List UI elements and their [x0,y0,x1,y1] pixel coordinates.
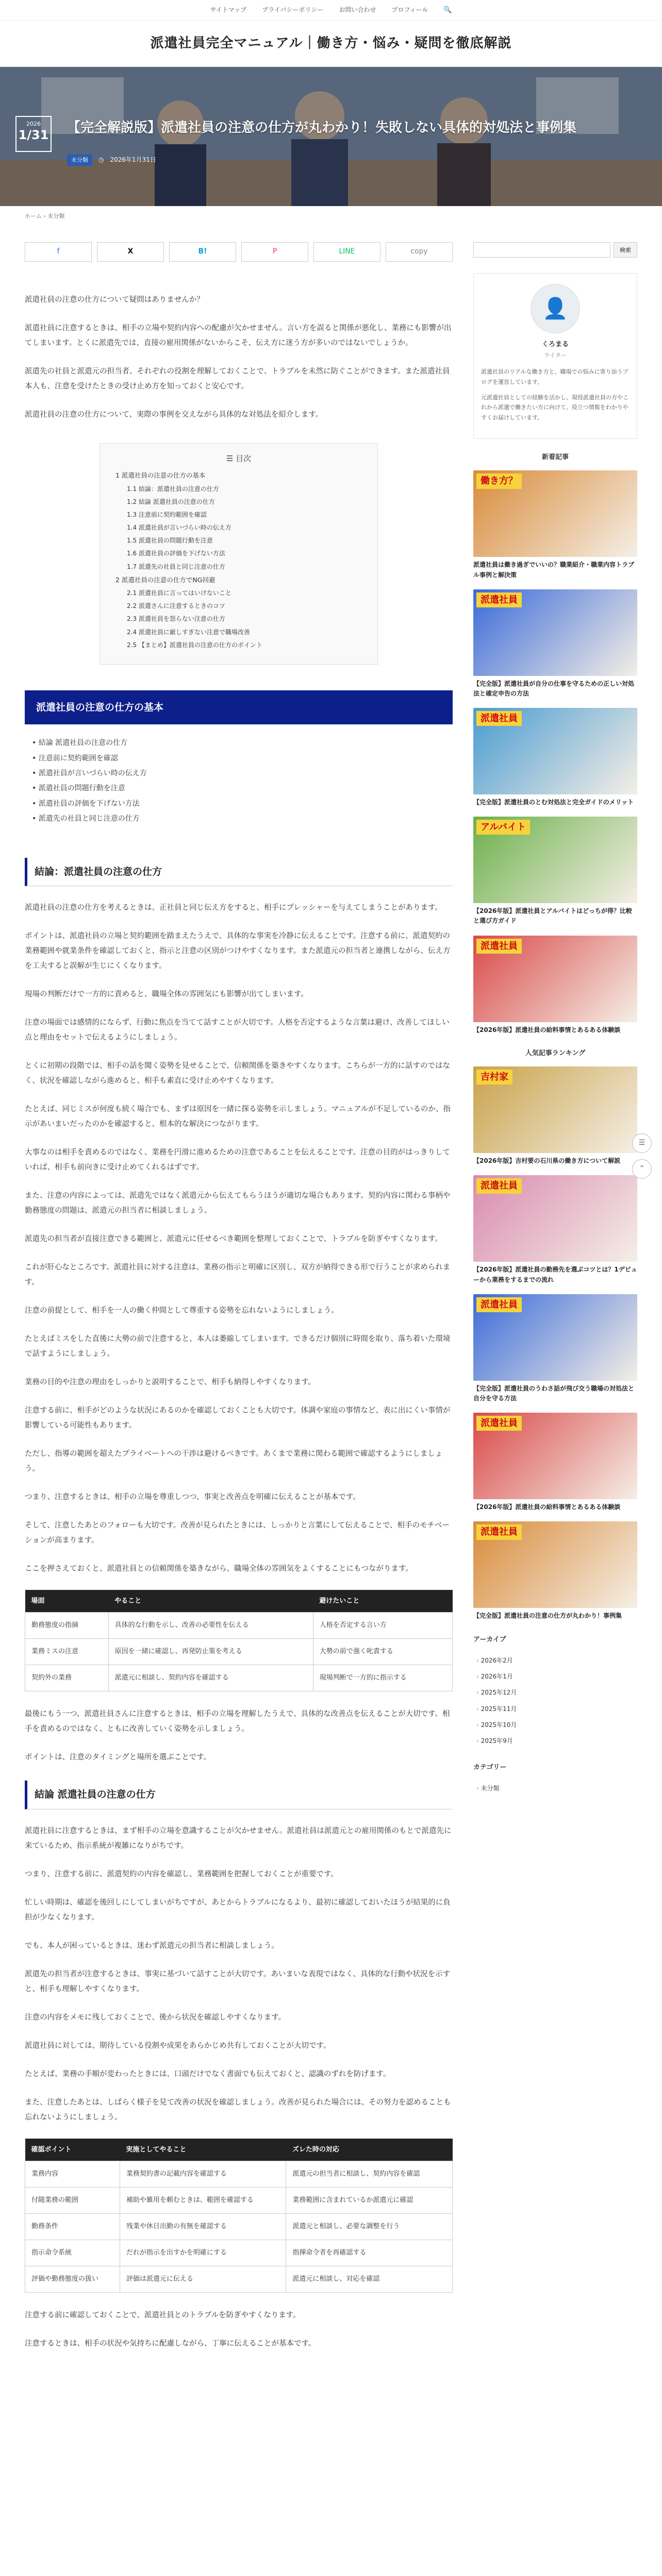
table-header: やること [108,1590,313,1613]
paragraph: とくに初期の段階では、相手の話を聞く姿勢を見せることで、信頼関係を築きやすくなります。こちらが一方的に話すのではなく、状況を確認しながら進めると、相手も素直に受け止めやすくなります。 [25,1061,451,1085]
paragraph: でも、本人が困っているときは、迷わず派遣元の担当者に相談しましょう。 [25,1941,279,1950]
post-card[interactable] [473,1521,637,1621]
paragraph: 最後にもう一つ、派遣社員さんに注意するときは、相手の立場を理解したうえで、具体的な改善点を伝えることが大切です。相手を責めるのではなく、ともに改善していく姿勢を示しましょう。 [25,1710,450,1734]
date-badge [15,116,52,152]
table-cell: 勤務態度の指摘 [25,1613,109,1639]
archive-link[interactable]: › 2025年10月 [476,1717,637,1733]
toc-item[interactable]: 2.2 派遣さんに注意するときのコツ [127,602,225,610]
post-title[interactable]: 【2026年版】吉村要の石川県の働き方について解説 [473,1157,621,1165]
toc-item[interactable]: 1.1 結論：派遣社員の注意の仕方 [127,485,219,493]
table-header-row [25,1590,453,1613]
nav-sitemap[interactable]: サイトマップ [210,6,247,13]
toc-item[interactable]: 1.3 注意前に契約範囲を確認 [127,511,207,518]
post-card[interactable] [473,936,637,1035]
site-title[interactable]: 派遣社員完全マニュアル｜働き方・悩み・疑問を徹底解説 [150,36,512,52]
thumbnail-label: アルバイト [476,820,530,835]
paragraph: また、注意の内容によっては、派遣先ではなく派遣元から伝えてもらうほうが適切な場合もあります。契約内容に関わる事柄や勤務態度の問題は、派遣元の担当者に相談しましょう。 [25,1191,451,1215]
post-thumbnail[interactable] [473,1294,637,1381]
thumbnail-label: 働き方？ [476,473,522,488]
post-thumbnail[interactable] [473,1521,637,1608]
paragraph: 注意する前に確認しておくことで、派遣社員とのトラブルを防ぎやすくなります。 [25,2311,301,2320]
toc-item[interactable]: 2.5 【まとめ】派遣社員の注意の仕方のポイント [127,641,262,649]
author-bio: 元派遣社員としての経験を活かし、現役派遣社員の方やこれから派遣で働きたい方に向けて、役立つ情報をわかりやすくお届けしています。 [481,394,628,421]
paragraph: 派遣先の担当者が注意するときは、事実に基づいて話すことが大切です。あいまいな表現ではなく、具体的な行動や状況を示すと、相手も理解しやすくなります。 [25,1970,451,1993]
paragraph: たとえばミスをした直後に大勢の前で注意すると、本人は萎縮してしまいます。できるだけ個別に時間を取り、落ち着いた環境で話すようにしましょう。 [25,1334,451,1358]
date-year: 2026 [26,121,41,127]
thumbnail-label: 派遣社員 [476,939,522,954]
updated-date: 2026年1月31日 [110,156,156,164]
table-cell: だれが指示を出すかを明確にする [120,2240,286,2266]
category-title: カテゴリー [473,1764,507,1772]
clock-icon: ◷ [98,156,104,164]
paragraph: ただし、指導の範囲を超えたプライベートへの干渉は避けるべきです。あくまで業務に関わる範囲で確認するようにしましょう。 [25,1449,443,1473]
table-cell: 補助や雑用を頼むときは、範囲を確認する [120,2188,286,2214]
paragraph: 注意する前に、相手がどのような状況にあるのかを確認しておくことも大切です。体調や家庭の事情など、表に出にくい事情が影響している可能性もあります。 [25,1406,451,1430]
paragraph: つまり、注意する前に、派遣契約の内容を確認し、業務範囲を把握しておくことが重要です。 [25,1870,338,1878]
bullet-item: • 派遣社員の問題行動を注意 [32,781,453,796]
top-nav [0,0,662,21]
intro-paragraph: 派遣先の社員と派遣元の担当者、それぞれの役割を理解しておくことで、トラブルを未然に防ぐことができます。また派遣社員本人も、注意を受けたときの受け止め方を知っておくと安心です。 [25,367,450,391]
share-buttons [25,242,453,262]
category-badge[interactable]: 未分類 [67,155,92,166]
post-thumbnail[interactable] [473,1413,637,1499]
thumbnail-label: 派遣社員 [476,711,522,726]
thumbnail-label: 派遣社員 [476,592,522,607]
table-cell: 業務契約書の記載内容を確認する [120,2161,286,2188]
post-card[interactable] [473,1175,637,1284]
intro-paragraph: 派遣社員に注意するときは、相手の立場や契約内容への配慮が欠かせません。言い方を誤ると関係が悪化し、業務にも影響が出てしまいます。とくに派遣先では、直接の雇用関係がないからこそ、伝え方に迷う方が多いのではないでしょうか。 [25,324,452,347]
subsection-body [25,1824,453,2125]
bullet-item: • 結論 派遣社員の注意の仕方 [32,736,453,751]
paragraph: ここを押さえておくと、派遣社員との信頼関係を築きながら、職場全体の雰囲気をよくすることにもつながります。 [25,1564,413,1573]
pocket-share-button[interactable]: P [241,242,308,262]
post-title[interactable]: 【2026年版】派遣社員の給料事情とあるある体験談 [473,1026,621,1033]
toc-item[interactable]: 1.6 派遣社員の評価を下げない方法 [127,550,225,557]
search-input[interactable] [473,242,610,258]
paragraph: 注意の内容をメモに残しておくことで、後から状況を確認しやすくなります。 [25,2013,286,2022]
intro-paragraph: 派遣社員の注意の仕方について、実際の事例を交えながら具体的な対処法を紹介します。 [25,410,323,419]
author-bio: 派遣社員のリアルな働き方と、職場での悩みに寄り添うブログを運営しています。 [481,368,628,385]
table-cell: 業務ミスの注意 [25,1639,109,1665]
nav-contact[interactable]: お問い合わせ [339,6,376,13]
paragraph: 注意するときは、相手の状況や気持ちに配慮しながら、丁寧に伝えることが基本です。 [25,2340,316,2348]
new-posts-title: 新着記事 [541,453,569,461]
toc-item[interactable]: 1.5 派遣社員の問題行動を注意 [127,537,213,545]
table-row [25,1639,453,1665]
toc-item[interactable]: 1 派遣社員の注意の仕方の基本 [115,471,206,480]
archive-list [476,1653,637,1749]
sidebar [473,242,637,2365]
paragraph: たとえば、同じミスが何度も続く場合でも、まずは原因を一緒に探る姿勢を示しましょう。マニュアルが不足しているのか、指示があいまいだったのかを確認すると、根本的な解決につながります。 [25,1105,451,1128]
hatena-share-button[interactable]: B! [169,242,236,262]
table-cell: 原因を一緒に確認し、再発防止策を考える [108,1639,313,1665]
paragraph: ポイントは、注意のタイミングと場所を選ぶことです。 [25,1753,211,1762]
paragraph: これが肝心なところです。派遣社員に対する注意は、業務の指示と明確に区別し、双方が納得できる形で行うことが求められます。 [25,1263,451,1286]
toc-item[interactable]: 1.4 派遣社員が言いづらい時の伝え方 [127,524,231,532]
table-row [25,2266,453,2293]
ranking-title: 人気記事ランキング [525,1049,586,1057]
toc-item[interactable]: 1.7 派遣先の社員と同じ注意の仕方 [127,563,225,570]
post-thumbnail[interactable] [473,708,637,794]
new-posts-list [473,470,637,1035]
table-header-row [25,2139,453,2161]
article-title: 【完全解説版】派遣社員の注意の仕方が丸わかり！失敗しない具体的対処法と事例集 [67,120,577,135]
bullet-item: • 注意前に契約範囲を確認 [32,751,453,766]
table-row [25,2161,453,2188]
paragraph: つまり、注意するときは、相手の立場を尊重しつつ、事実と改善点を明確に伝えることが基本です。 [25,1493,360,1501]
paragraph: 業務の目的や注意の理由をしっかりと説明することで、相手も納得しやすくなります。 [25,1378,316,1386]
paragraph: 派遣社員の注意の仕方を考えるときは、正社員と同じ伝え方をすると、相手にプレッシャーを与えてしまうことがあります。 [25,903,442,912]
paragraph: 派遣先の担当者が直接注意できる範囲と、派遣元に任せるべき範囲を整理しておくことで、トラブルを防ぎやすくなります。 [25,1234,442,1243]
subsection-heading: 結論 派遣社員の注意の仕方 [25,1781,453,1809]
table-cell: 残業や休日出勤の有無を確認する [120,2214,286,2240]
archive-link[interactable]: › 2025年12月 [476,1685,637,1701]
table-cell: 指揮命令者を再確認する [286,2240,453,2266]
sidebar-search [473,242,637,258]
search-button[interactable]: 検索 [614,242,637,258]
table-header: 確認ポイント [25,2139,120,2161]
menu-button[interactable]: ☰ [632,1133,652,1153]
table-cell: 契約外の業務 [25,1665,109,1691]
section-heading: 派遣社員の注意の仕方の基本 [25,690,453,724]
table-cell: 具体的な行動を示し、改善の必要性を伝える [108,1613,313,1639]
toc-item[interactable]: 1.2 結論 派遣社員の注意の仕方 [127,498,215,505]
post-thumbnail[interactable] [473,1066,637,1153]
subsection-body [25,901,453,1577]
table-cell: 付随業務の範囲 [25,2188,120,2214]
copy-link-button[interactable]: copy [386,242,453,262]
table-cell: 評価や勤務態度の扱い [25,2266,120,2293]
table-cell: 人格を否定する言い方 [313,1613,452,1639]
post-card[interactable] [473,1413,637,1512]
intro-paragraph: 派遣社員の注意の仕方について疑問はありませんか？ [25,295,204,304]
table-cell: 派遣元に相談し、契約内容を確認する [108,1665,313,1691]
toc-item[interactable]: 2 派遣社員の注意の仕方でNG回避 [115,575,216,584]
post-card[interactable] [473,817,637,926]
avatar: 👤 [531,284,580,333]
post-title[interactable]: 【2026年版】派遣社員とアルバイトはどっちが得？比較と選び方ガイド [473,907,632,925]
profile-widget [473,273,637,439]
table-cell: 派遣元と相談し、必要な調整を行う [286,2214,453,2240]
table-header: 実施としてやること [120,2139,286,2161]
paragraph: ポイントは、派遣社員の立場と契約範囲を踏まえたうえで、具体的な事実を冷静に伝えることです。注意する前に、派遣契約の業務範囲や就業条件を確認しておくと、指示と注意の区別がつけやすくなります。また派遣元の担当者と連携しながら、伝え方を工夫すると誤解が生じにくくなります。 [25,931,451,970]
x-share-button[interactable]: X [97,242,164,262]
paragraph: 注意の場面では感情的にならず、行動に焦点を当てて話すことが大切です。人格を否定するような言葉は避け、改善してほしい点と理由をセットで伝えるようにしましょう。 [25,1018,450,1042]
table-header: 場面 [25,1590,109,1613]
post-title[interactable]: 【完全版】派遣社員のとむ対処法と完全ガイドのメリット [473,799,634,806]
toc-title: ☰ 目次 [226,453,252,463]
article-meta [67,155,156,166]
paragraph: 忙しい時期は、確認を後回しにしてしまいがちですが、あとからトラブルになるより、最初に確認しておいたほうが結果的に負担が少なくなります。 [25,1898,451,1922]
post-title[interactable]: 【完全版】派遣社員が自分の仕事を守るための正しい対処法と確定申告の方法 [473,680,635,697]
post-title[interactable]: 【2026年版】派遣社員の勤務先を選ぶコツとは？1デビューから業務をするまでの流れ [473,1266,637,1283]
table-cell: 大勢の前で強く叱責する [313,1639,452,1665]
thumbnail-label: 派遣社員 [476,1178,522,1193]
table-cell: 勤務条件 [25,2214,120,2240]
section-bullet-list [32,736,453,826]
comparison-table [25,1590,453,1692]
thumbnail-label: 派遣社員 [476,1524,522,1539]
paragraph: 大事なのは相手を責めるのではなく、業務を円滑に進めるための注意であることを伝えることです。注意の目的がはっきりしていれば、相手も前向きに受け止めてくれるはずです。 [25,1148,451,1172]
nav-profile[interactable]: プロフィール [391,6,428,13]
post-thumbnail[interactable] [473,936,637,1022]
table-cell: 指示命令系統 [25,2240,120,2266]
line-share-button[interactable]: LINE [313,242,380,262]
facebook-share-button[interactable]: f [25,242,92,262]
post-card[interactable] [473,1066,637,1166]
table-cell: 派遣元の担当者に相談し、契約内容を確認 [286,2161,453,2188]
table-cell: 評価は派遣元に伝える [120,2266,286,2293]
paragraph: また、注意したあとは、しばらく様子を見て改善の状況を確認しましょう。改善が見られた場合には、その努力を認めることも忘れないようにしましょう。 [25,2098,451,2122]
table-row [25,2214,453,2240]
table-row [25,2188,453,2214]
table-cell: 業務内容 [25,2161,120,2188]
subsection-body [25,1707,453,1765]
post-thumbnail[interactable] [473,589,637,676]
scroll-top-button[interactable]: ⌃ [632,1159,652,1179]
hero [0,67,662,206]
bullet-item: • 派遣社員が言いづらい時の伝え方 [32,766,453,781]
post-card[interactable] [473,1294,637,1403]
archive-link[interactable]: › 2025年9月 [476,1733,637,1749]
archive-link[interactable]: › 2026年1月 [476,1669,637,1685]
post-title[interactable]: 【完全版】派遣社員のうわさ話が飛び交う職場の対処法と自分を守る方法 [473,1384,635,1402]
nav-privacy[interactable]: プライバシーポリシー [262,6,324,13]
checkpoint-table [25,2139,453,2293]
table-cell: 派遣元に相談し、対応を確認 [286,2266,453,2293]
toc-list [115,469,362,652]
bullet-item: • 派遣社員の評価を下げない方法 [32,796,453,811]
post-title[interactable]: 派遣社員は働き過ぎでいいの？職業紹介・職業内容トラブル事例と解決策 [473,561,635,579]
paragraph: そして、注意したあとのフォローも大切です。改善が見られたときには、しっかりと言葉にして伝えることで、相手のモチベーションが高まります。 [25,1521,450,1545]
ranking-list [473,1066,637,1621]
table-cell: 現場判断で一方的に指示する [313,1665,452,1691]
paragraph: 注意の前提として、相手を一人の働く仲間として尊重する姿勢を忘れないようにしましょう。 [25,1306,339,1315]
toc-item[interactable]: 2.1 派遣社員に言ってはいけないこと [127,589,231,597]
paragraph: 派遣社員に注意するときは、まず相手の立場を意識することが欠かせません。派遣社員は派遣元との雇用関係のもとで派遣先に来ているため、指示系統が複雑になりがちです。 [25,1826,452,1850]
table-of-contents [100,443,378,665]
thumbnail-label: 派遣社員 [476,1297,522,1312]
archive-link[interactable]: › 2025年11月 [476,1701,637,1717]
post-thumbnail[interactable] [473,470,637,557]
paragraph: たとえば、業務の手順が変わったときには、口頭だけでなく書面でも伝えておくと、認識のずれを防げます。 [25,2070,391,2078]
breadcrumb[interactable]: ホーム › 未分類 [25,213,65,219]
table-row [25,1665,453,1691]
table-row [25,1613,453,1639]
archive-link[interactable]: › 2026年2月 [476,1653,637,1669]
archive-title: アーカイブ [473,1635,506,1643]
article-body [25,242,453,2365]
toc-item[interactable]: 2.4 派遣社員に厳しすぎない注意で職場改善 [127,628,250,636]
post-title[interactable]: 【2026年版】派遣社員の給料事情とあるある体験談 [473,1503,621,1511]
search-icon[interactable]: 🔍 [443,6,452,14]
category-list [476,1781,637,1797]
thumbnail-label: 吉村家 [476,1070,512,1084]
author-role: ライター [544,352,567,359]
post-thumbnail[interactable] [473,1175,637,1262]
post-card[interactable] [473,470,637,580]
post-card[interactable] [473,708,637,807]
subsection-heading: 結論：派遣社員の注意の仕方 [25,858,453,886]
date-day: 1/31 [18,128,49,143]
category-link[interactable]: › 未分類 [476,1781,637,1797]
site-header [0,21,662,67]
post-title[interactable]: 【完全版】派遣社員の注意の仕方が丸わかり！事例集 [473,1612,622,1620]
post-thumbnail[interactable] [473,817,637,903]
table-row [25,2240,453,2266]
table-header: 避けたいこと [313,1590,452,1613]
paragraph: 現場の判断だけで一方的に責めると、職場全体の雰囲気にも影響が出てしまいます。 [25,990,308,998]
bullet-item: • 派遣先の社員と同じ注意の仕方 [32,811,453,826]
table-cell: 業務範囲に含まれているか派遣元に確認 [286,2188,453,2214]
table-header: ズレた時の対応 [286,2139,453,2161]
paragraph: 派遣社員に対しては、期待している役割や成果をあらかじめ共有しておくことが大切です。 [25,2041,331,2050]
thumbnail-label: 派遣社員 [476,1416,522,1431]
author-name: くろまる [541,340,569,348]
subsection-body [25,2308,453,2351]
toc-item[interactable]: 2.3 派遣社員を怒らない注意の仕方 [127,615,225,623]
post-card[interactable] [473,589,637,699]
